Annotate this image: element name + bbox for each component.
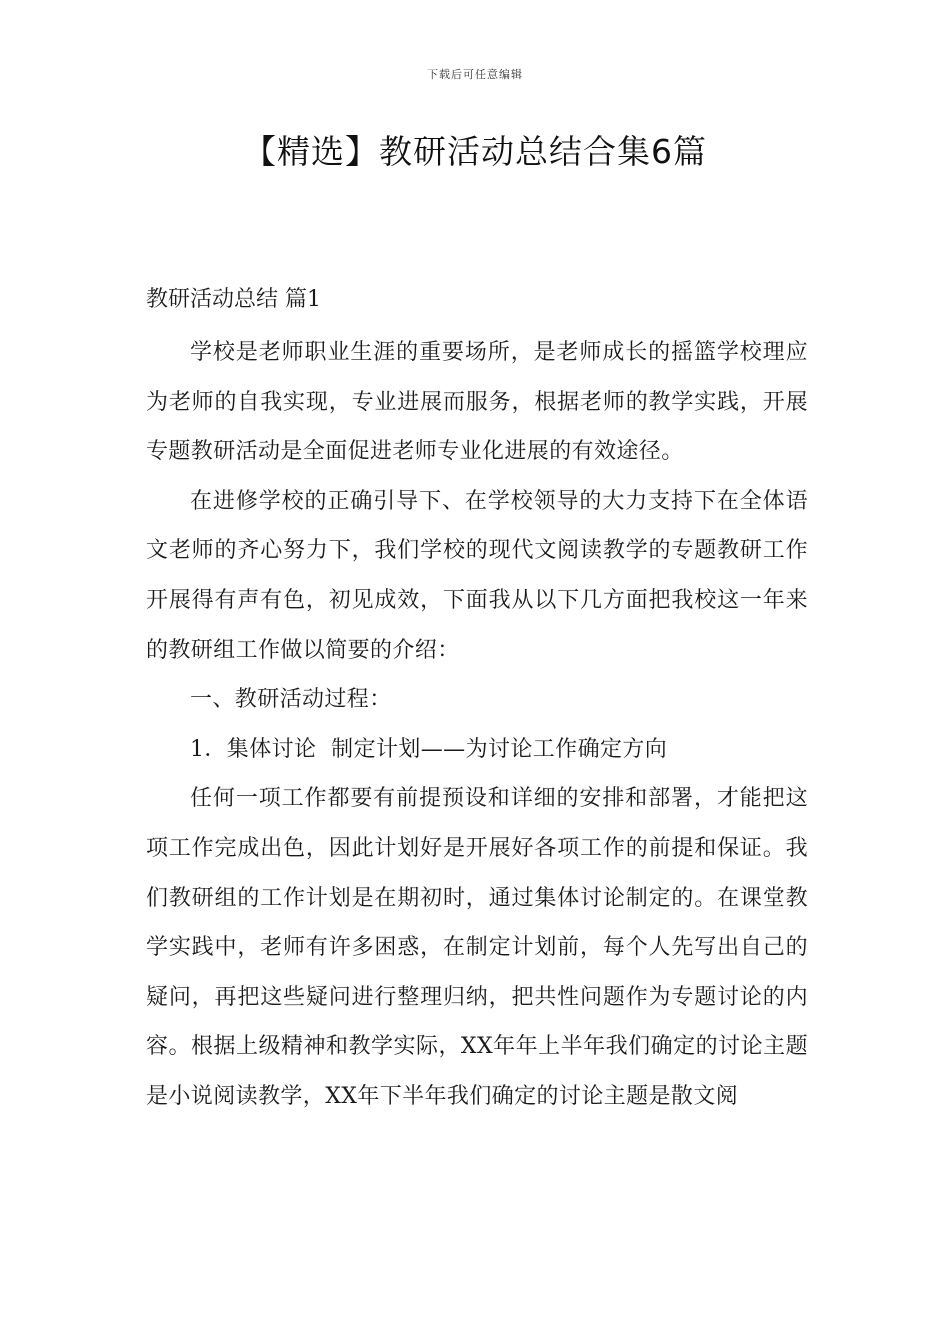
- paragraph: 在进修学校的正确引导下、在学校领导的大力支持下在全体语文老师的齐心努力下，我们学校的现代文阅读教学的专题教研工作开展得有声有色，初见成效，下面我从以下几方面把我校这一年来的教研组工作做以简要的介绍：: [146, 488, 808, 663]
- paragraph: 1．集体讨论 制定计划——为讨论工作确定方向: [190, 736, 668, 762]
- paragraph: 学校是老师职业生涯的重要场所，是老师成长的摇篮学校理应为老师的自我实现，专业进展而服务，根据老师的教学实践，开展专题教研活动是全面促进老师专业化进展的有效途径。: [146, 340, 808, 465]
- header-note: 下载后可任意编辑: [427, 68, 523, 81]
- paragraph: 任何一项工作都要有前提预设和详细的安排和部署，才能把这项工作完成出色，因此计划好是开展好各项工作的前提和保证。我们教研组的工作计划是在期初时，通过集体讨论制定的。在课堂教学实践中，老师有许多困惑，在制定计划前，每个人先写出自己的疑问，再把这些疑问进行整理归纳，把共性问题作为专题讨论的内容。根据上级精神和教学实际，XX年年上半年我们确定的讨论主题是小说阅读教学，XX年下半年我们确定的讨论主题是散文阅: [146, 786, 808, 1109]
- paragraph: 一、教研活动过程：: [190, 687, 392, 713]
- body-text: [146, 328, 808, 1122]
- section-heading: 教研活动总结 篇1: [146, 287, 321, 312]
- page-title: 【精选】教研活动总结合集6篇: [243, 132, 707, 171]
